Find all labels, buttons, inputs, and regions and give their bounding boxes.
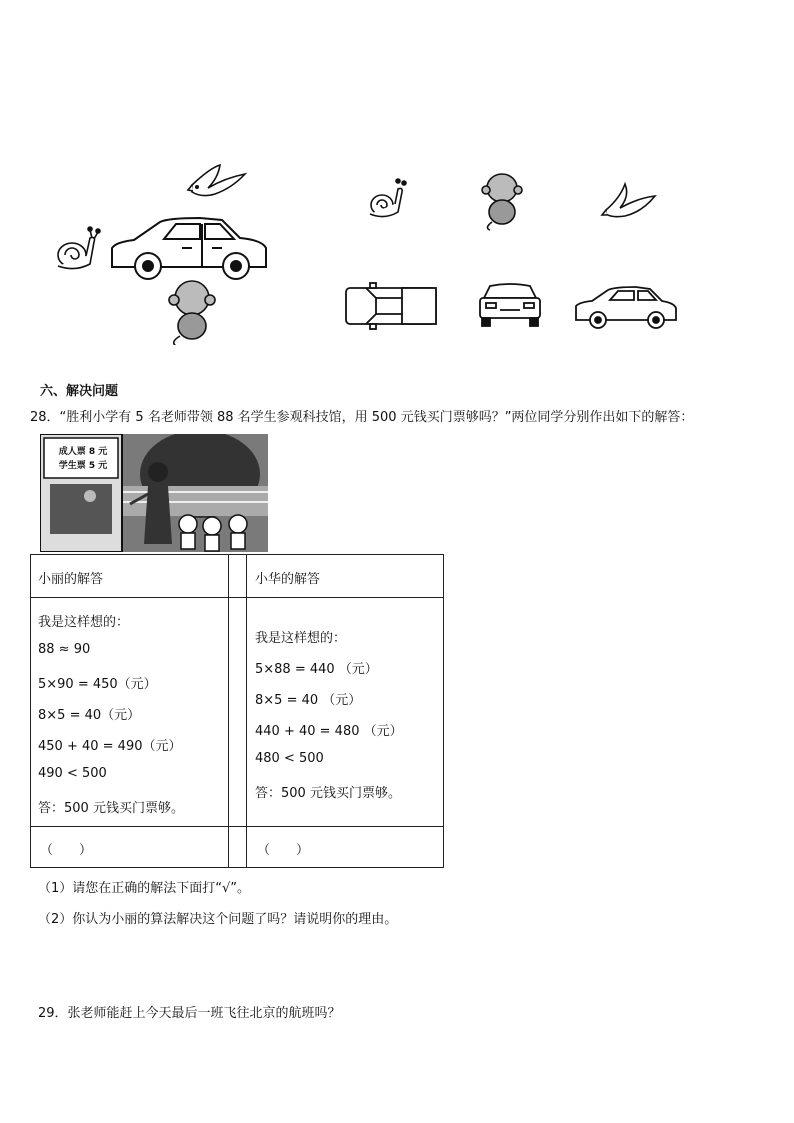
- right-answer-blank[interactable]: （ ）: [257, 843, 310, 858]
- right-line: 我是这样想的：: [255, 631, 347, 646]
- right-line: 480 < 500: [255, 751, 324, 766]
- right-line: 5×88 = 440 （元）: [255, 662, 378, 677]
- left-line: 5×90 = 450（元）: [38, 677, 157, 692]
- bird-icon: [188, 165, 245, 196]
- scene-right-illustration: [340, 170, 680, 335]
- question-29-text: 29．张老师能赶上今天最后一班飞往北京的航班吗？: [38, 1006, 341, 1021]
- monkey-icon: [482, 174, 522, 230]
- children-figures: [179, 515, 247, 551]
- left-answer-blank[interactable]: （ ）: [40, 843, 93, 858]
- question-28-sub1: （1）请您在正确的解法下面打“√”。: [38, 881, 251, 896]
- monkey-icon: [169, 281, 215, 345]
- ticket-sign-student: 学生票 5 元: [58, 461, 108, 471]
- left-header: 小丽的解答: [38, 572, 104, 587]
- ticket-sign-adult: 成人票 8 元: [58, 447, 108, 457]
- snail-icon: [58, 227, 100, 269]
- car-side-icon: [576, 287, 676, 328]
- snail-icon: [370, 179, 406, 217]
- left-line: 450 + 40 = 490（元）: [38, 739, 182, 754]
- right-line: 440 + 40 = 480 （元）: [255, 724, 403, 739]
- left-line: 88 ≈ 90: [38, 642, 91, 657]
- section-title: 六、解决问题: [40, 384, 119, 399]
- question-28-sub2: （2）你认为小丽的算法解决这个问题了吗？请说明你的理由。: [38, 912, 398, 927]
- left-line: 8×5 = 40（元）: [38, 708, 141, 723]
- left-line: 我是这样想的：: [38, 615, 130, 630]
- scene-left-illustration: [50, 160, 300, 345]
- bird-icon: [602, 184, 655, 217]
- right-line: 8×5 = 40 （元）: [255, 693, 362, 708]
- left-line: 490 < 500: [38, 766, 107, 781]
- question-28-text: 28．“胜利小学有 5 名老师带领 88 名学生参观科技馆，用 500 元钱买门票够吗？”两位同学分别作出如下的解答：: [30, 410, 694, 425]
- car-side-icon: [112, 218, 266, 279]
- right-header: 小华的解答: [255, 572, 321, 587]
- car-front-view-icon: [480, 284, 540, 326]
- car-top-view-icon: [346, 283, 436, 329]
- right-line: 答：500 元钱买门票够。: [255, 786, 401, 801]
- answers-table: [30, 554, 444, 868]
- left-line: 答：500 元钱买门票够。: [38, 801, 184, 816]
